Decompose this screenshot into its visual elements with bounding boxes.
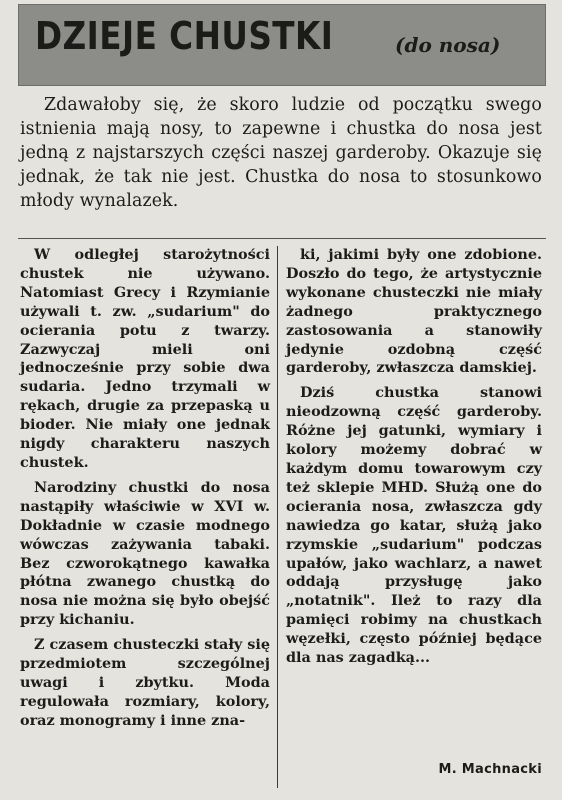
left-column (20, 246, 270, 737)
article-subtitle: (do nosa) (395, 33, 501, 57)
article-title: DZIEJE CHUSTKI (35, 14, 334, 58)
paragraph: Dziś chustka stanowi nieodzowną część garderoby. Różne jej gatunki, wymiary i kolory możemy dobrać w każdym domu towarowym czy też sklepie MHD. Służą one do ocierania nosa, zwłaszcza gdy nawiedza go katar, służą jako rzymskie „sudarium" podczas upałów, jako wachlarz, a nawet oddają przysługę jako „notatnik". Ileż to razy dla pamięci robimy na chustkach węzełki, często później będące dla nas zagadką... (286, 384, 542, 667)
column-divider (277, 246, 278, 788)
paragraph: Z czasem chusteczki stały się przedmiotem szczególnej uwagi i zbytku. Moda regulowała rozmiary, kolory, oraz monogramy i inne zna- (20, 636, 270, 729)
title-banner (18, 4, 546, 86)
paragraph: ki, jakimi były one zdobione. Doszło do tego, że artystycznie wykonane chusteczki nie miały żadnego praktycznego zastosowania a stanowiły jedynie ozdobną część garderoby, zwłaszcza damskiej. (286, 246, 542, 377)
right-column (286, 246, 542, 674)
paragraph: W odległej starożytności chustek nie używano. Natomiast Grecy i Rzymianie używali t. zw. „sudarium" do ocierania potu z twarzy. Zazwyczaj mieli oni jednocześnie przy sobie dwa sudaria. Jedno trzymali w rękach, drugie za przepaską u bioder. Nie miały one jednak nigdy charakteru naszych chustek. (20, 246, 270, 471)
paragraph: Narodziny chustki do nosa nastąpiły właściwie w XVI w. Dokładnie w czasie modnego wówczas zażywania tabaki. Bez czworokątnego kawałka płótna zwanego chustką do nosa nie można się było obejść przy kichaniu. (20, 478, 270, 629)
lead-paragraph: Zdawałoby się, że skoro ludzie od początku swego istnienia mają nosy, to zapewne i chustka do nosa jest jedną z najstarszych części naszej garderoby. Okazuje się jednak, że tak nie jest. Chustka do nosa to stosunkowo młody wynalazek. (20, 95, 542, 212)
section-rule (18, 238, 546, 239)
author-byline: M. Machnacki (438, 762, 542, 777)
